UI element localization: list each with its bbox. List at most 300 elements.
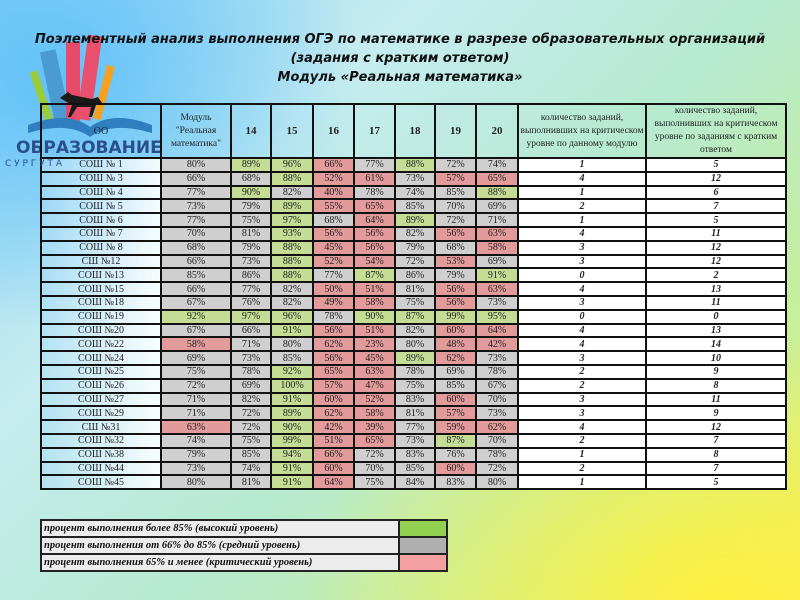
legend-swatch-red [399, 554, 447, 571]
task-percent: 85% [435, 379, 476, 393]
task-percent: 76% [231, 296, 271, 310]
task-percent: 72% [395, 255, 435, 269]
task-percent: 95% [476, 310, 518, 324]
critical-count-short: 14 [646, 337, 786, 351]
task-percent: 77% [395, 420, 435, 434]
task-percent: 100% [271, 379, 313, 393]
task-percent: 81% [395, 282, 435, 296]
table-row [41, 337, 786, 351]
task-percent: 60% [313, 462, 354, 476]
school-name: СОШ №45 [41, 475, 161, 489]
module-percent: 80% [161, 158, 231, 172]
table-row [41, 406, 786, 420]
table-row [41, 393, 786, 407]
table-row [41, 172, 786, 186]
legend-label: процент выполнения 65% и менее (критический уровень) [41, 554, 399, 571]
task-percent: 52% [354, 393, 395, 407]
legend-swatch-gray [399, 537, 447, 554]
task-percent: 63% [354, 365, 395, 379]
critical-count-short: 2 [646, 268, 786, 282]
task-percent: 53% [435, 255, 476, 269]
critical-count-module: 4 [518, 172, 646, 186]
task-percent: 90% [271, 420, 313, 434]
task-percent: 56% [313, 324, 354, 338]
critical-count-module: 4 [518, 337, 646, 351]
critical-count-short: 9 [646, 365, 786, 379]
task-percent: 91% [271, 324, 313, 338]
task-percent: 59% [435, 420, 476, 434]
module-percent: 66% [161, 282, 231, 296]
critical-count-short: 7 [646, 199, 786, 213]
title-line-1: Поэлементный анализ выполнения ОГЭ по математике в разрезе образовательных организаций [34, 32, 766, 47]
task-percent: 63% [476, 282, 518, 296]
school-name: СОШ № 5 [41, 199, 161, 213]
critical-count-module: 4 [518, 282, 646, 296]
task-percent: 90% [354, 310, 395, 324]
header-task-15: 15 [271, 104, 313, 158]
task-percent: 73% [231, 255, 271, 269]
task-percent: 65% [354, 199, 395, 213]
task-percent: 47% [354, 379, 395, 393]
task-percent: 99% [271, 434, 313, 448]
table-row [41, 282, 786, 296]
critical-count-module: 1 [518, 475, 646, 489]
critical-count-module: 3 [518, 255, 646, 269]
task-percent: 70% [354, 462, 395, 476]
task-percent: 88% [271, 255, 313, 269]
module-percent: 68% [161, 241, 231, 255]
task-percent: 96% [271, 310, 313, 324]
module-percent: 75% [161, 365, 231, 379]
critical-count-short: 12 [646, 420, 786, 434]
school-name: СОШ № 7 [41, 227, 161, 241]
school-name: СОШ №15 [41, 282, 161, 296]
task-percent: 73% [476, 406, 518, 420]
task-percent: 82% [395, 227, 435, 241]
task-percent: 78% [476, 448, 518, 462]
critical-count-module: 0 [518, 310, 646, 324]
module-percent: 63% [161, 420, 231, 434]
module-percent: 92% [161, 310, 231, 324]
school-name: СОШ №27 [41, 393, 161, 407]
table-row [41, 241, 786, 255]
module-percent: 66% [161, 172, 231, 186]
task-percent: 57% [313, 379, 354, 393]
critical-count-module: 1 [518, 158, 646, 172]
task-percent: 42% [476, 337, 518, 351]
school-name: СОШ №13 [41, 268, 161, 282]
legend-item-critical [41, 554, 447, 571]
task-percent: 89% [395, 351, 435, 365]
logo-subtext: С У Р Г У Т А [5, 159, 62, 169]
critical-count-module: 2 [518, 462, 646, 476]
module-percent: 73% [161, 199, 231, 213]
critical-count-short: 10 [646, 351, 786, 365]
task-percent: 49% [313, 296, 354, 310]
critical-count-short: 7 [646, 462, 786, 476]
task-percent: 73% [395, 172, 435, 186]
module-percent: 58% [161, 337, 231, 351]
header-task-19: 19 [435, 104, 476, 158]
task-percent: 69% [476, 199, 518, 213]
legend [40, 519, 448, 572]
task-percent: 87% [395, 310, 435, 324]
module-percent: 71% [161, 393, 231, 407]
critical-count-module: 2 [518, 199, 646, 213]
critical-count-short: 12 [646, 241, 786, 255]
task-percent: 88% [271, 172, 313, 186]
header-task-17: 17 [354, 104, 395, 158]
task-percent: 60% [313, 393, 354, 407]
module-percent: 77% [161, 213, 231, 227]
task-percent: 45% [354, 351, 395, 365]
task-percent: 58% [354, 406, 395, 420]
header-count-short: количество заданий, выполнивших на критическом уровне по заданиям с кратким ответом [646, 104, 786, 158]
critical-count-short: 12 [646, 255, 786, 269]
task-percent: 77% [354, 158, 395, 172]
task-percent: 58% [476, 241, 518, 255]
task-percent: 82% [271, 186, 313, 200]
table-row [41, 475, 786, 489]
task-percent: 77% [231, 282, 271, 296]
task-percent: 87% [435, 434, 476, 448]
title-line-3: Модуль «Реальная математика» [277, 70, 523, 85]
task-percent: 69% [476, 255, 518, 269]
school-name: СОШ №44 [41, 462, 161, 476]
critical-count-short: 8 [646, 379, 786, 393]
task-percent: 56% [313, 227, 354, 241]
table-row [41, 227, 786, 241]
task-percent: 56% [435, 227, 476, 241]
critical-count-short: 13 [646, 324, 786, 338]
task-percent: 52% [313, 255, 354, 269]
table-row [41, 186, 786, 200]
task-percent: 88% [395, 158, 435, 172]
critical-count-short: 12 [646, 172, 786, 186]
task-percent: 54% [354, 255, 395, 269]
module-percent: 67% [161, 324, 231, 338]
module-percent: 69% [161, 351, 231, 365]
task-percent: 88% [476, 186, 518, 200]
header-task-20: 20 [476, 104, 518, 158]
task-percent: 79% [395, 241, 435, 255]
task-percent: 78% [395, 365, 435, 379]
task-percent: 74% [476, 158, 518, 172]
task-percent: 65% [354, 434, 395, 448]
school-name: СОШ № 8 [41, 241, 161, 255]
module-percent: 85% [161, 268, 231, 282]
task-percent: 57% [435, 406, 476, 420]
task-percent: 83% [395, 393, 435, 407]
task-percent: 80% [395, 337, 435, 351]
task-percent: 81% [231, 475, 271, 489]
table-row [41, 420, 786, 434]
module-percent: 70% [161, 227, 231, 241]
task-percent: 40% [313, 186, 354, 200]
task-percent: 72% [231, 406, 271, 420]
critical-count-module: 2 [518, 365, 646, 379]
critical-count-short: 5 [646, 475, 786, 489]
task-percent: 68% [231, 172, 271, 186]
school-name: СОШ № 1 [41, 158, 161, 172]
header-task-16: 16 [313, 104, 354, 158]
task-percent: 56% [313, 351, 354, 365]
task-percent: 82% [271, 296, 313, 310]
critical-count-module: 3 [518, 393, 646, 407]
task-percent: 81% [231, 227, 271, 241]
school-name: СОШ №20 [41, 324, 161, 338]
task-percent: 80% [271, 337, 313, 351]
task-percent: 71% [231, 337, 271, 351]
header-task-14: 14 [231, 104, 271, 158]
critical-count-short: 8 [646, 448, 786, 462]
task-percent: 84% [395, 475, 435, 489]
school-name: СОШ № 4 [41, 186, 161, 200]
task-percent: 69% [231, 379, 271, 393]
header-task-18: 18 [395, 104, 435, 158]
table-row [41, 324, 786, 338]
task-percent: 85% [395, 199, 435, 213]
task-percent: 48% [435, 337, 476, 351]
task-percent: 88% [271, 241, 313, 255]
table-row [41, 379, 786, 393]
school-name: СОШ №29 [41, 406, 161, 420]
task-percent: 79% [435, 268, 476, 282]
table-row [41, 158, 786, 172]
task-percent: 83% [435, 475, 476, 489]
table-row [41, 365, 786, 379]
critical-count-module: 2 [518, 434, 646, 448]
task-percent: 73% [231, 351, 271, 365]
school-name: СОШ №18 [41, 296, 161, 310]
task-percent: 71% [476, 213, 518, 227]
task-percent: 68% [435, 241, 476, 255]
table-row [41, 255, 786, 269]
school-name: СОШ №25 [41, 365, 161, 379]
header-oo: ОО [41, 104, 161, 158]
logo-text: ОБРАЗОВАНИЕ [16, 138, 162, 158]
task-percent: 60% [435, 462, 476, 476]
critical-count-module: 0 [518, 268, 646, 282]
task-percent: 76% [435, 448, 476, 462]
critical-count-short: 9 [646, 406, 786, 420]
header-module: Модуль "Реальная математика" [161, 104, 231, 158]
task-percent: 75% [395, 379, 435, 393]
task-percent: 51% [354, 282, 395, 296]
task-percent: 83% [395, 448, 435, 462]
module-percent: 80% [161, 475, 231, 489]
task-percent: 78% [231, 365, 271, 379]
task-percent: 63% [476, 227, 518, 241]
task-percent: 90% [231, 186, 271, 200]
critical-count-short: 6 [646, 186, 786, 200]
task-percent: 91% [271, 462, 313, 476]
task-percent: 72% [435, 158, 476, 172]
task-percent: 85% [395, 462, 435, 476]
task-percent: 62% [435, 351, 476, 365]
task-percent: 77% [313, 268, 354, 282]
task-percent: 89% [231, 158, 271, 172]
task-percent: 75% [354, 475, 395, 489]
task-percent: 67% [476, 379, 518, 393]
task-percent: 88% [271, 268, 313, 282]
task-percent: 56% [354, 227, 395, 241]
task-percent: 65% [476, 172, 518, 186]
task-percent: 70% [476, 434, 518, 448]
critical-count-short: 5 [646, 213, 786, 227]
task-percent: 89% [395, 213, 435, 227]
task-percent: 50% [313, 282, 354, 296]
task-percent: 89% [271, 199, 313, 213]
task-percent: 72% [231, 420, 271, 434]
task-percent: 72% [476, 462, 518, 476]
task-percent: 89% [271, 406, 313, 420]
task-percent: 96% [271, 158, 313, 172]
task-percent: 66% [231, 324, 271, 338]
task-percent: 74% [395, 186, 435, 200]
critical-count-short: 5 [646, 158, 786, 172]
table-row [41, 296, 786, 310]
critical-count-module: 3 [518, 296, 646, 310]
page-title [0, 30, 800, 87]
task-percent: 80% [476, 475, 518, 489]
task-percent: 42% [313, 420, 354, 434]
task-percent: 82% [231, 393, 271, 407]
task-percent: 23% [354, 337, 395, 351]
title-line-2: (задания с кратким ответом) [290, 51, 510, 66]
task-percent: 82% [395, 324, 435, 338]
task-percent: 62% [476, 420, 518, 434]
critical-count-module: 4 [518, 420, 646, 434]
results-table [40, 103, 787, 490]
task-percent: 62% [313, 406, 354, 420]
critical-count-module: 4 [518, 324, 646, 338]
task-percent: 58% [354, 296, 395, 310]
task-percent: 64% [476, 324, 518, 338]
critical-count-module: 3 [518, 351, 646, 365]
task-percent: 86% [395, 268, 435, 282]
task-percent: 55% [313, 199, 354, 213]
task-percent: 66% [313, 448, 354, 462]
module-percent: 71% [161, 406, 231, 420]
critical-count-short: 0 [646, 310, 786, 324]
school-name: СОШ №24 [41, 351, 161, 365]
task-percent: 68% [313, 213, 354, 227]
module-percent: 74% [161, 434, 231, 448]
school-name: СОШ № 6 [41, 213, 161, 227]
task-percent: 78% [313, 310, 354, 324]
task-percent: 56% [435, 282, 476, 296]
task-percent: 93% [271, 227, 313, 241]
task-percent: 81% [395, 406, 435, 420]
task-percent: 72% [354, 448, 395, 462]
module-percent: 72% [161, 379, 231, 393]
table-row [41, 199, 786, 213]
critical-count-module: 1 [518, 448, 646, 462]
legend-swatch-green [399, 520, 447, 537]
school-name: СОШ №32 [41, 434, 161, 448]
task-percent: 87% [354, 268, 395, 282]
critical-count-short: 11 [646, 227, 786, 241]
task-percent: 85% [231, 448, 271, 462]
task-percent: 51% [354, 324, 395, 338]
task-percent: 56% [435, 296, 476, 310]
task-percent: 64% [354, 213, 395, 227]
task-percent: 91% [271, 393, 313, 407]
task-percent: 72% [435, 213, 476, 227]
task-percent: 86% [231, 268, 271, 282]
task-percent: 91% [476, 268, 518, 282]
school-name: СОШ №26 [41, 379, 161, 393]
module-percent: 67% [161, 296, 231, 310]
critical-count-short: 11 [646, 393, 786, 407]
task-percent: 60% [435, 324, 476, 338]
task-percent: 51% [313, 434, 354, 448]
school-name: СОШ №22 [41, 337, 161, 351]
school-name: СШ №31 [41, 420, 161, 434]
legend-label: процент выполнения от 66% до 85% (средний уровень) [41, 537, 399, 554]
critical-count-module: 3 [518, 241, 646, 255]
header-row [41, 104, 786, 158]
table-row [41, 213, 786, 227]
module-percent: 66% [161, 255, 231, 269]
task-percent: 97% [271, 213, 313, 227]
table-row [41, 462, 786, 476]
task-percent: 60% [435, 393, 476, 407]
task-percent: 79% [231, 241, 271, 255]
task-percent: 62% [313, 337, 354, 351]
table-row [41, 268, 786, 282]
critical-count-module: 1 [518, 213, 646, 227]
critical-count-module: 3 [518, 406, 646, 420]
task-percent: 75% [231, 434, 271, 448]
task-percent: 73% [395, 434, 435, 448]
legend-item-medium [41, 537, 447, 554]
school-name: СОШ №19 [41, 310, 161, 324]
critical-count-module: 1 [518, 186, 646, 200]
task-percent: 75% [231, 213, 271, 227]
table-row [41, 351, 786, 365]
task-percent: 91% [271, 475, 313, 489]
critical-count-short: 13 [646, 282, 786, 296]
task-percent: 78% [354, 186, 395, 200]
table-row [41, 448, 786, 462]
school-name: СОШ № 3 [41, 172, 161, 186]
task-percent: 97% [231, 310, 271, 324]
task-percent: 61% [354, 172, 395, 186]
task-percent: 85% [435, 186, 476, 200]
legend-item-high [41, 520, 447, 537]
table-row [41, 434, 786, 448]
task-percent: 79% [231, 199, 271, 213]
legend-label: процент выполнения более 85% (высокий уровень) [41, 520, 399, 537]
task-percent: 57% [435, 172, 476, 186]
task-percent: 94% [271, 448, 313, 462]
task-percent: 82% [271, 282, 313, 296]
task-percent: 78% [476, 365, 518, 379]
task-percent: 70% [435, 199, 476, 213]
task-percent: 75% [395, 296, 435, 310]
task-percent: 92% [271, 365, 313, 379]
task-percent: 65% [313, 365, 354, 379]
task-percent: 70% [476, 393, 518, 407]
task-percent: 45% [313, 241, 354, 255]
school-name: СШ №12 [41, 255, 161, 269]
task-percent: 52% [313, 172, 354, 186]
critical-count-short: 11 [646, 296, 786, 310]
table-row [41, 310, 786, 324]
critical-count-short: 7 [646, 434, 786, 448]
